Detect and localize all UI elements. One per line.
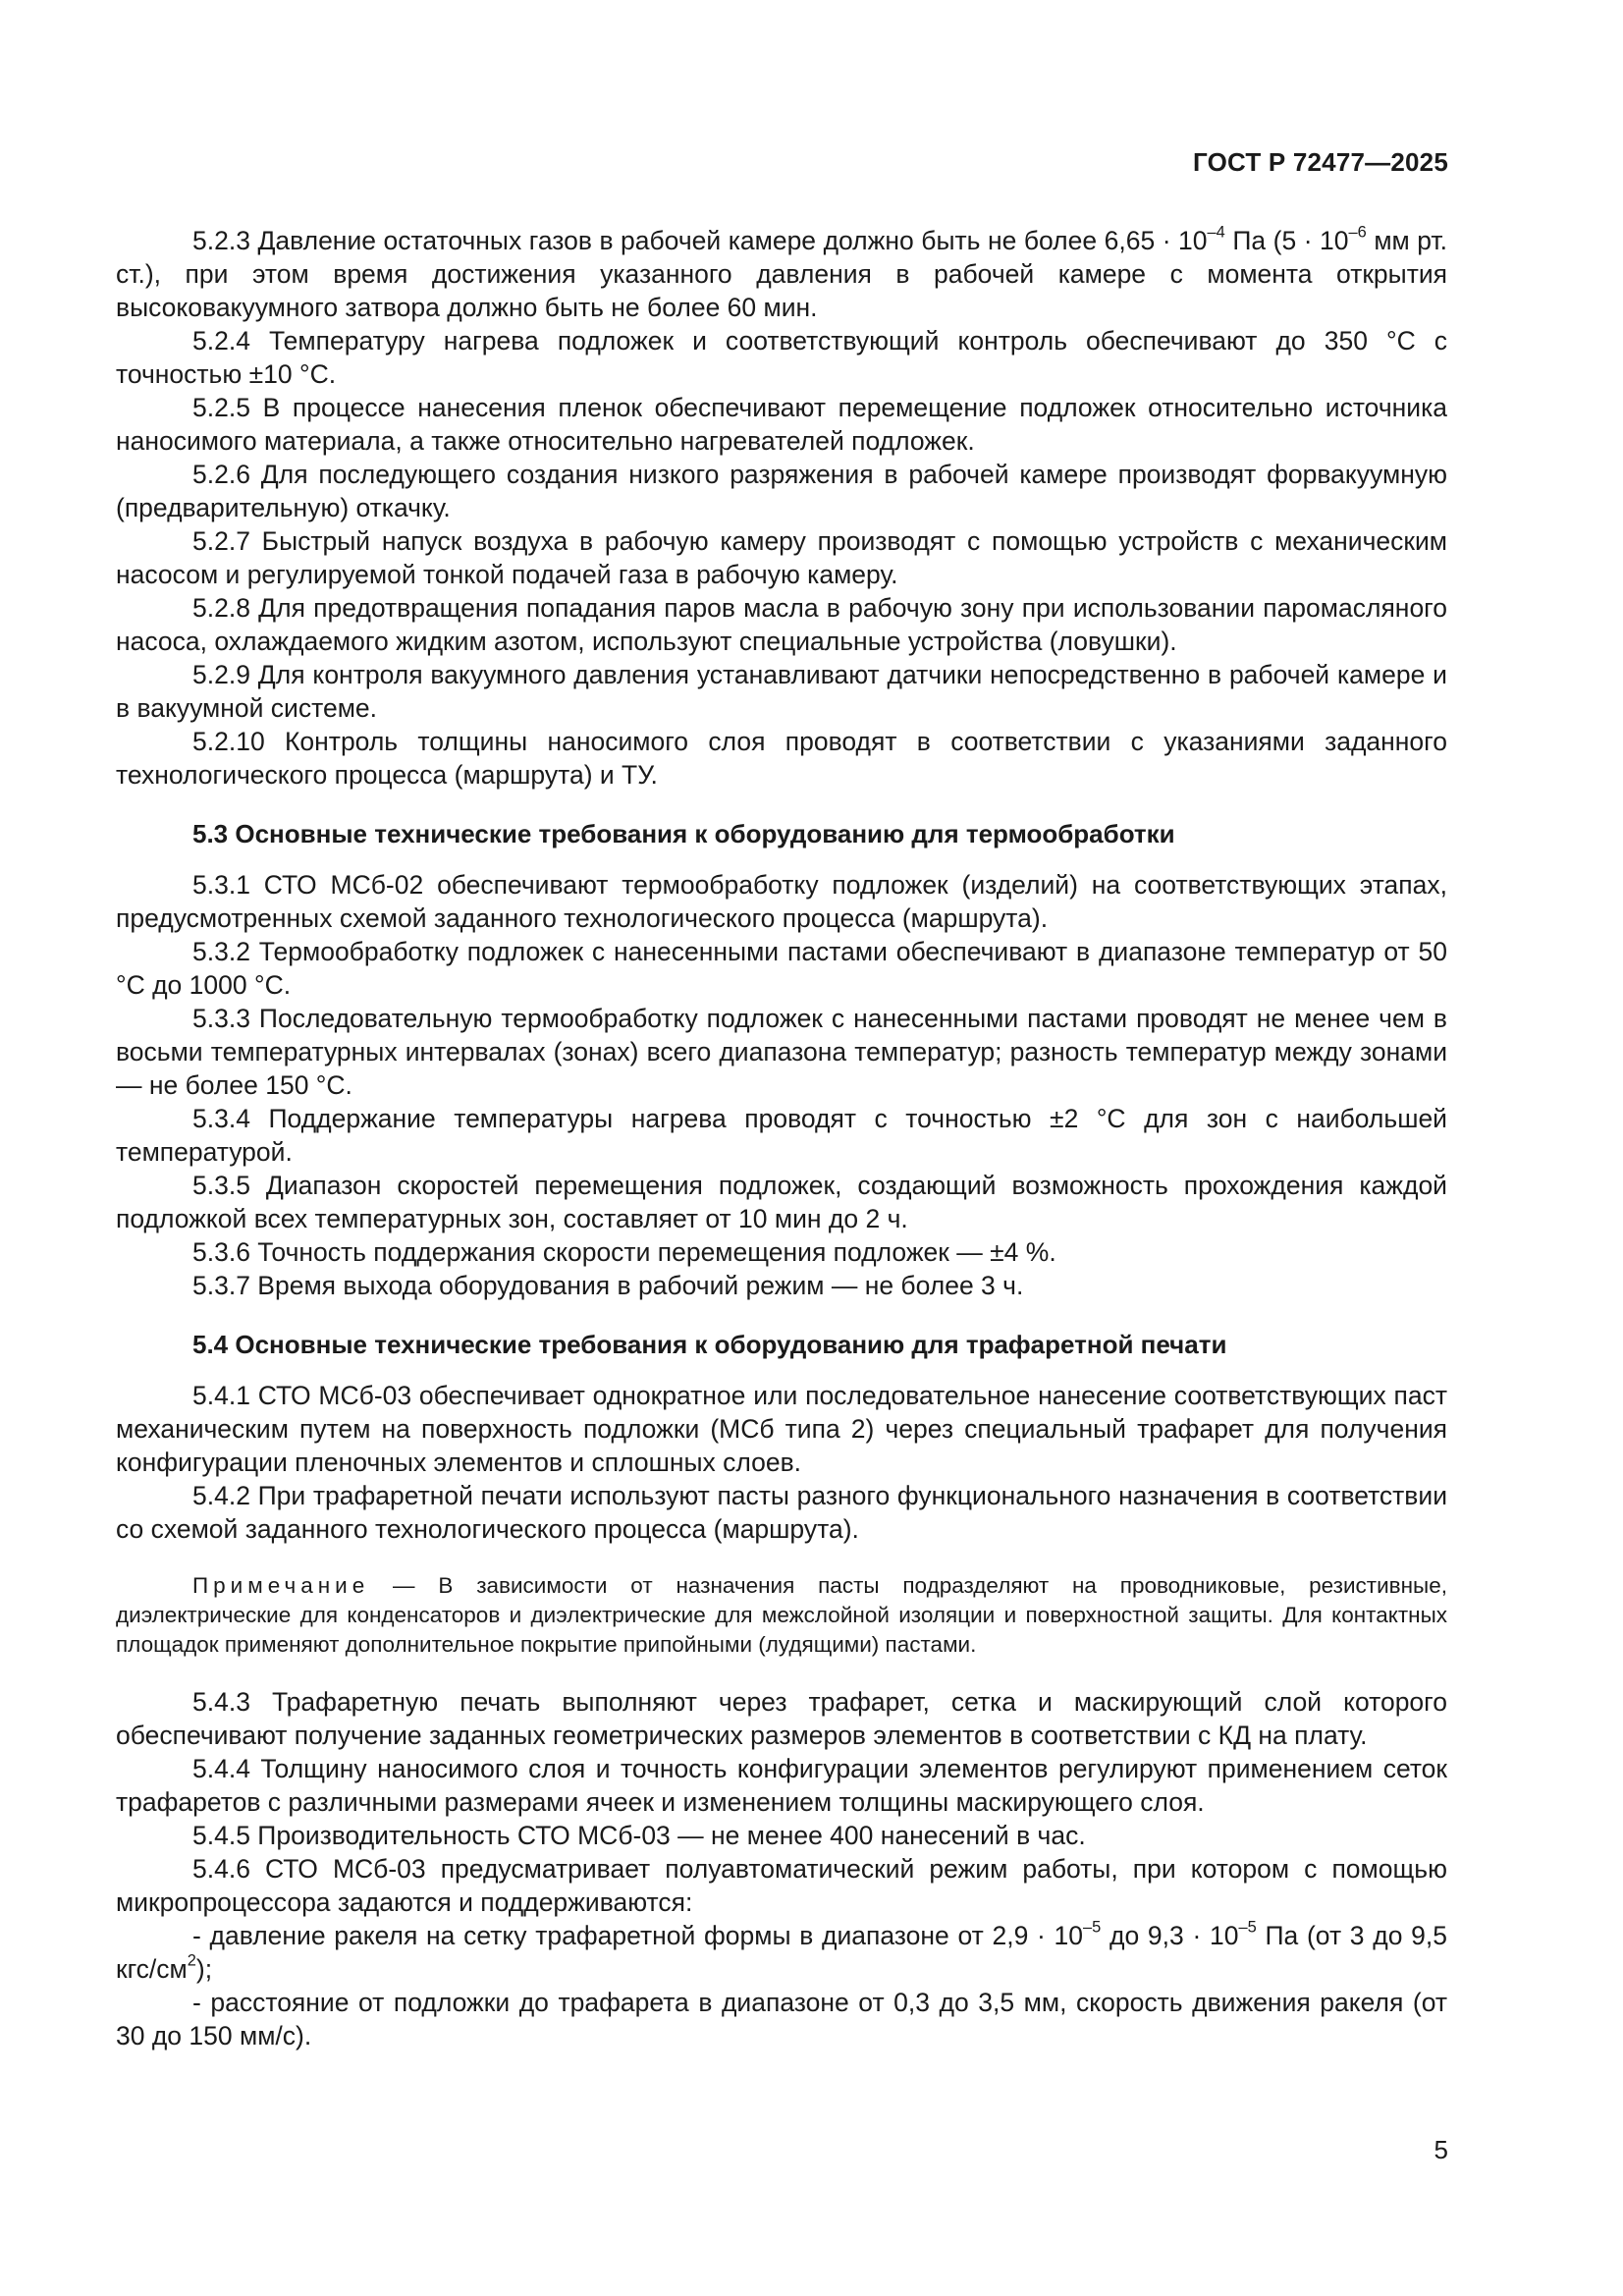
- paragraph-5-2-4: 5.2.4 Температуру нагрева подложек и соответствующий контроль обеспечивают до 350 °С с точностью ±10 °С.: [116, 326, 1447, 389]
- paragraph-5-2-3: 5.2.3 Давление остаточных газов в рабочей камере должно быть не более $6,65 \cdot 10^{-4}$ Па ($5 \cdot 10^{-6}$ мм рт. ст.), при этом время достижения указанного давления в рабочей камере с момента открытия высоковакуумного затвора должно быть не более 60 мин.: [116, 223, 1447, 322]
- paragraph-5-2-9: 5.2.9 Для контроля вакуумного давления устанавливают датчики непосредственно в рабочей камере и в вакуумной системе.: [116, 660, 1447, 723]
- paragraph-5-3-2: 5.3.2 Термообработку подложек с нанесенными пастами обеспечивают в диапазоне температур от 50 °С до 1000 °С.: [116, 937, 1447, 1000]
- note-label: Примечание: [192, 1573, 370, 1598]
- note-text: — В зависимости от назначения пасты подразделяют на проводниковые, резистивные, диэлектрические для конденсаторов и диэлектрические для межслойной изоляции и поверхностной защиты. Для контактных площадок применяют дополнительное покрытие припойными (лудящими) пастами.: [116, 1573, 1447, 1657]
- section-heading-5-4: 5.4 Основные технические требования к оборудованию для трафаретной печати: [192, 1330, 1227, 1359]
- paragraph-5-3-3: 5.3.3 Последовательную термообработку подложек с нанесенными пастами проводят не менее чем в восьми температурных интервалах (зонах) всего диапазона температур; разность температур между зонами — не более 150 °С.: [116, 1004, 1447, 1100]
- paragraph-5-4-6: 5.4.6 СТО МСб-03 предусматривает полуавтоматический режим работы, при котором с помощью микропроцессора задаются и поддерживаются:: [116, 1854, 1447, 1917]
- document-id-header: ГОСТ Р 72477—2025: [1193, 147, 1448, 177]
- paragraph-5-4-2: 5.4.2 При трафаретной печати используют пасты разного функционального назначения в соответствии со схемой заданного технологического процесса (маршрута).: [116, 1481, 1447, 1544]
- paragraph-5-3-6: 5.3.6 Точность поддержания скорости перемещения подложек — ±4 %.: [192, 1237, 1056, 1267]
- document-body: [116, 224, 1447, 2052]
- page-number: 5: [1434, 2135, 1448, 2164]
- note-block: [116, 1571, 1447, 1660]
- paragraph-5-3-5: 5.3.5 Диапазон скоростей перемещения подложек, создающий возможность прохождения каждой подложкой всех температурных зон, составляет от 10 мин до 2 ч.: [116, 1171, 1447, 1233]
- paragraph-5-3-4: 5.3.4 Поддержание температуры нагрева проводят с точностью ±2 °С для зон с наибольшей температурой.: [116, 1104, 1447, 1167]
- list-item-stencil-distance: - расстояние от подложки до трафарета в диапазоне от 0,3 до 3,5 мм, скорость движения ракеля (от 30 до 150 мм/с).: [116, 1988, 1447, 2050]
- paragraph-5-2-5: 5.2.5 В процессе нанесения пленок обеспечивают перемещение подложек относительно источника наносимого материала, а также относительно нагревателей подложек.: [116, 393, 1447, 456]
- paragraph-5-3-1: 5.3.1 СТО МСб-02 обеспечивают термообработку подложек (изделий) на соответствующих этапах, предусмотренных схемой заданного технологического процесса (маршрута).: [116, 870, 1447, 933]
- list-item-squeegee-pressure: - давление ракеля на сетку трафаретной формы в диапазоне от $2,9 \cdot 10^{-5}$ до $9,3 \cdot 10^{-5}$ Па (от 3 до 9,5 кгс/$см^2$);: [116, 1918, 1447, 1984]
- paragraph-5-4-3: 5.4.3 Трафаретную печать выполняют через трафарет, сетка и маскирующий слой которого обеспечивают получение заданных геометрических размеров элементов в соответствии с КД на плату.: [116, 1687, 1447, 1750]
- paragraph-5-2-6: 5.2.6 Для последующего создания низкого разряжения в рабочей камере производят форвакуумную (предварительную) откачку.: [116, 460, 1447, 522]
- paragraph-5-2-8: 5.2.8 Для предотвращения попадания паров масла в рабочую зону при использовании паромасляного насоса, охлаждаемого жидким азотом, используют специальные устройства (ловушки).: [116, 593, 1447, 656]
- paragraph-5-2-7: 5.2.7 Быстрый напуск воздуха в рабочую камеру производят с помощью устройств с механическим насосом и регулируемой тонкой подачей газа в рабочую камеру.: [116, 526, 1447, 589]
- paragraph-5-2-10: 5.2.10 Контроль толщины наносимого слоя проводят в соответствии с указаниями заданного технологического процесса (маршрута) и ТУ.: [116, 727, 1447, 790]
- paragraph-5-4-4: 5.4.4 Толщину наносимого слоя и точность конфигурации элементов регулируют применением сеток трафаретов с различными размерами ячеек и изменением толщины маскирующего слоя.: [116, 1754, 1447, 1817]
- section-heading-5-3: 5.3 Основные технические требования к оборудованию для термообработки: [192, 819, 1175, 848]
- paragraph-5-4-1: 5.4.1 СТО МСб-03 обеспечивает однократное или последовательное нанесение соответствующих паст механическим путем на поверхность подложки (МСб типа 2) через специальный трафарет для получения конфигурации пленочных элементов и сплошных слоев.: [116, 1381, 1447, 1477]
- paragraph-5-4-5: 5.4.5 Производительность СТО МСб-03 — не менее 400 нанесений в час.: [192, 1821, 1086, 1850]
- paragraph-5-3-7: 5.3.7 Время выхода оборудования в рабочий режим — не более 3 ч.: [192, 1271, 1024, 1300]
